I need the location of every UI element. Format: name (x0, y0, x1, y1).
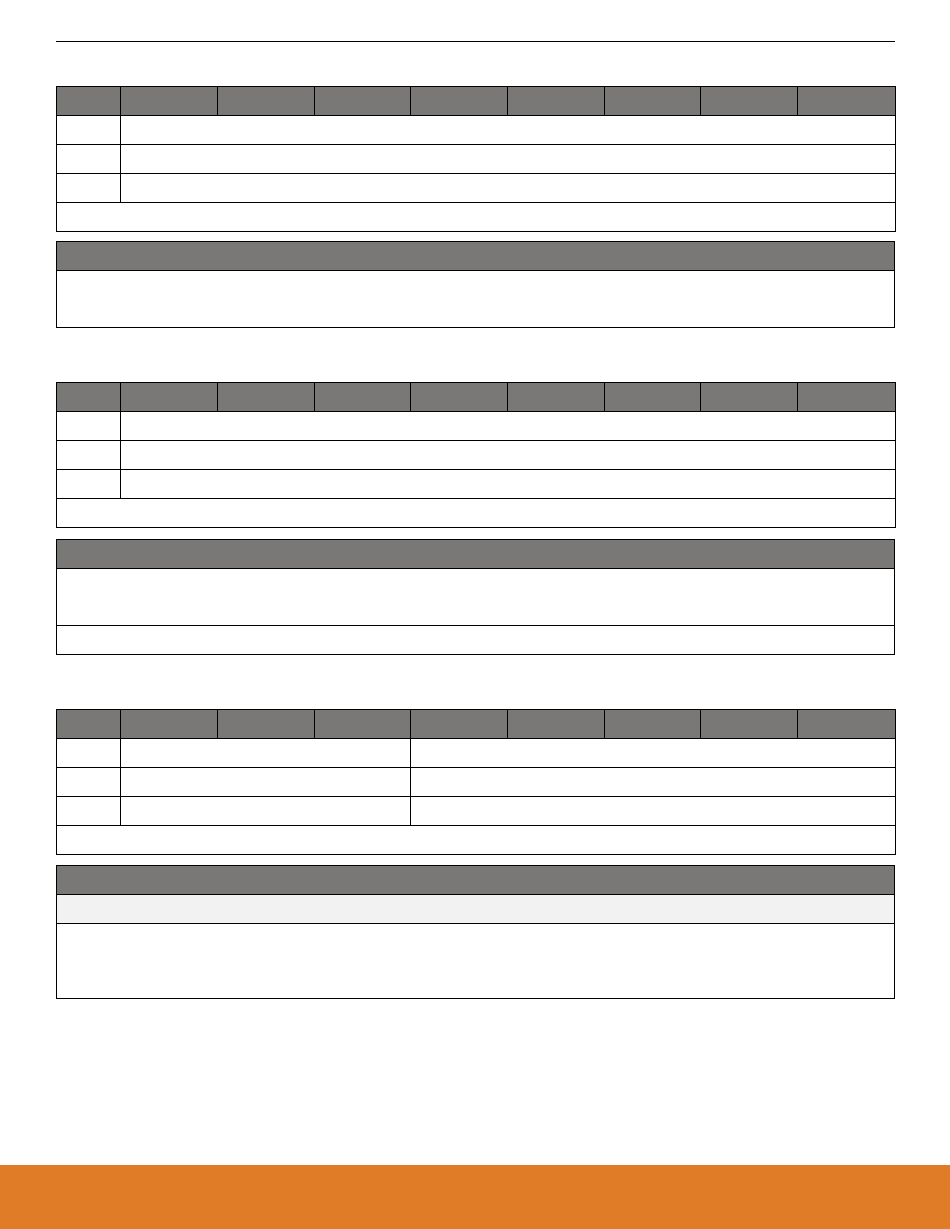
register-header-cell (315, 710, 411, 739)
table-row (57, 116, 896, 145)
register-header-cell (411, 710, 508, 739)
register-header-cell (411, 87, 508, 116)
table-row (57, 145, 896, 174)
register-header-cell (798, 710, 896, 739)
row-label (57, 470, 121, 499)
table-row (57, 174, 896, 203)
row-label (57, 441, 121, 470)
register-header-cell (605, 87, 701, 116)
register-header-cell (605, 710, 701, 739)
register-header-cell (508, 383, 605, 412)
row-low-field (411, 768, 896, 797)
register-header-cell (798, 383, 896, 412)
description-body (57, 569, 895, 626)
footer-band (0, 1165, 950, 1229)
table-row (57, 499, 896, 528)
row-value (121, 441, 896, 470)
description-header (57, 866, 895, 895)
description-table-3 (56, 865, 895, 999)
table-row (57, 470, 896, 499)
register-table-1 (56, 86, 896, 232)
row-low-field (411, 797, 896, 826)
row-label (57, 739, 121, 768)
table-row (57, 768, 896, 797)
row-high-field (121, 797, 411, 826)
register-header-row (57, 383, 896, 412)
register-header-cell (315, 383, 411, 412)
row-value (121, 412, 896, 441)
row-value (121, 116, 896, 145)
register-header-cell (315, 87, 411, 116)
row-label (57, 174, 121, 203)
description-header (57, 540, 895, 569)
row-label (57, 145, 121, 174)
register-header-row (57, 87, 896, 116)
register-header-cell (218, 383, 315, 412)
register-header-row (57, 710, 896, 739)
row-label (57, 768, 121, 797)
register-header-cell (121, 383, 218, 412)
description-table-1 (56, 241, 895, 328)
row-label (57, 797, 121, 826)
register-footer (57, 203, 896, 232)
row-label (57, 412, 121, 441)
register-table-2 (56, 382, 896, 528)
register-header-cell (701, 710, 798, 739)
description-header (57, 242, 895, 271)
register-header-cell (121, 710, 218, 739)
description-footer (57, 626, 895, 655)
row-value (121, 470, 896, 499)
table-row (57, 797, 896, 826)
register-header-cell (701, 87, 798, 116)
register-header-cell (605, 383, 701, 412)
table-row (57, 739, 896, 768)
table-row (57, 441, 896, 470)
description-body (57, 271, 895, 328)
description-body (57, 924, 895, 999)
register-header-cell (798, 87, 896, 116)
description-table-2 (56, 539, 895, 655)
row-low-field (411, 739, 896, 768)
register-header-cell (57, 710, 121, 739)
table-row (57, 412, 896, 441)
register-header-cell (508, 87, 605, 116)
header-rule (56, 41, 895, 42)
row-high-field (121, 768, 411, 797)
register-header-cell (218, 87, 315, 116)
register-header-cell (57, 87, 121, 116)
register-header-cell (508, 710, 605, 739)
row-value (121, 145, 896, 174)
table-row (57, 826, 896, 855)
register-header-cell (411, 383, 508, 412)
table-row (57, 203, 896, 232)
register-header-cell (57, 383, 121, 412)
register-table-3 (56, 709, 896, 855)
register-header-cell (121, 87, 218, 116)
register-header-cell (218, 710, 315, 739)
row-label (57, 116, 121, 145)
description-subheader (57, 895, 895, 924)
register-footer (57, 826, 896, 855)
row-high-field (121, 739, 411, 768)
register-footer (57, 499, 896, 528)
row-value (121, 174, 896, 203)
register-header-cell (701, 383, 798, 412)
